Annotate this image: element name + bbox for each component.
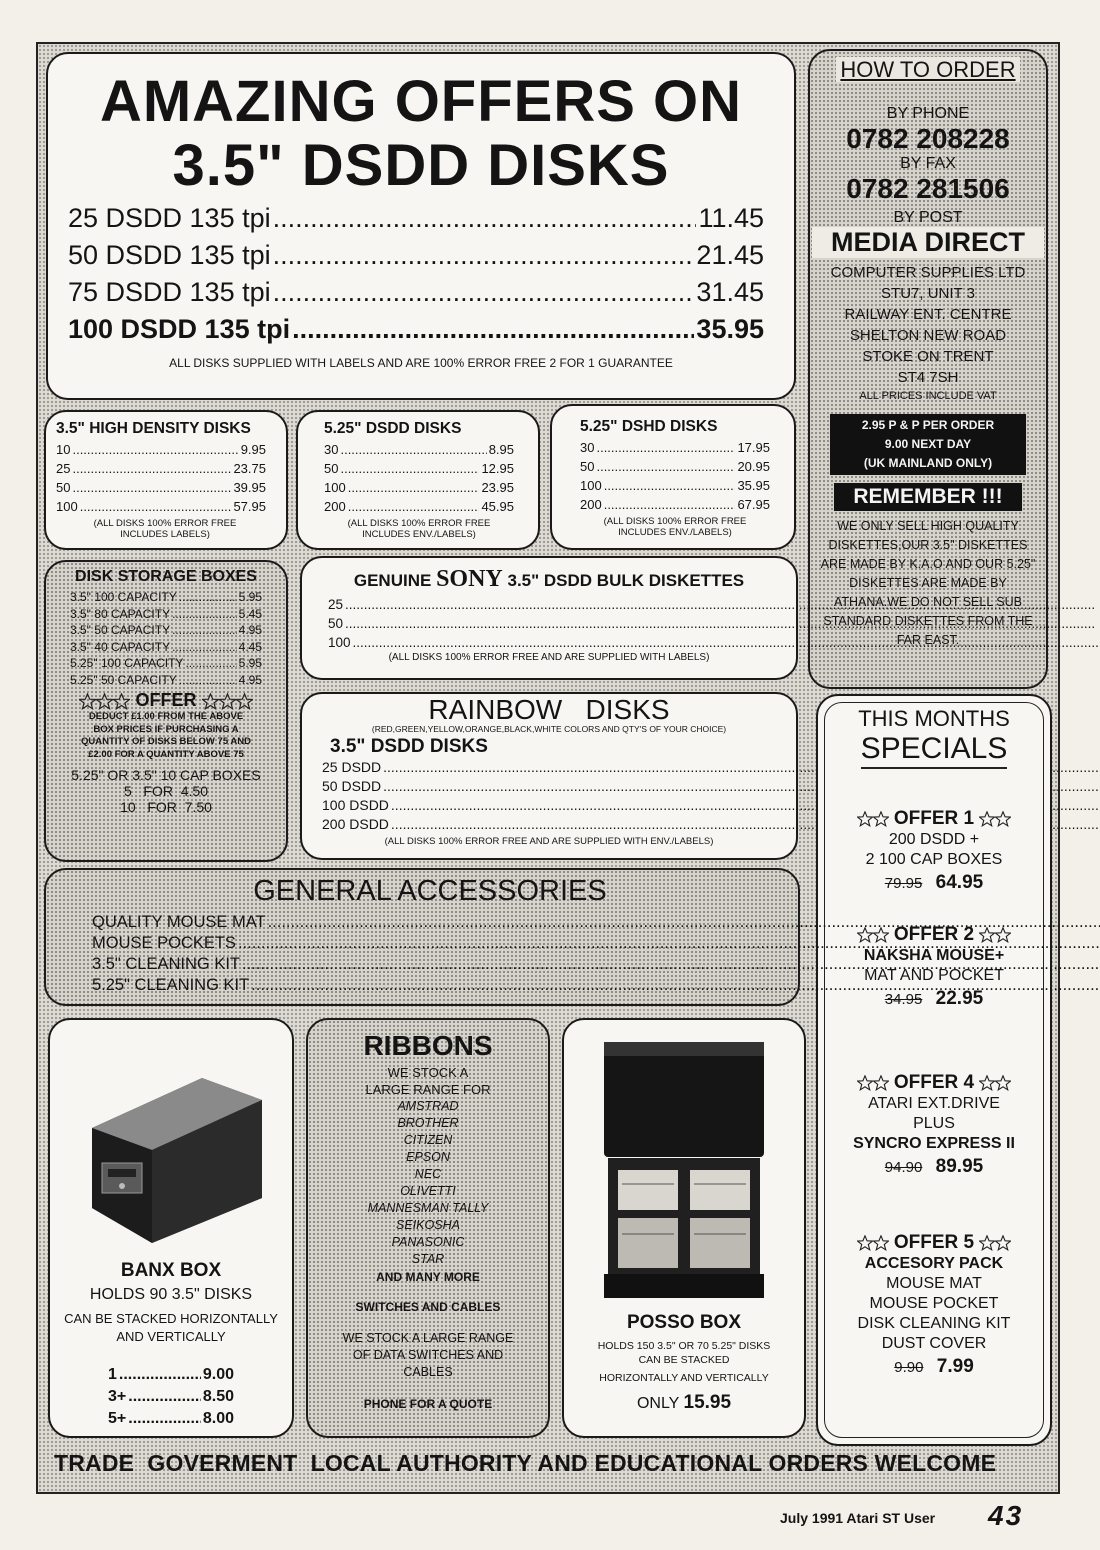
item-price: 4.95 bbox=[238, 672, 262, 687]
dot-leader bbox=[340, 440, 486, 459]
item-label: 3.5" CLEANING KIT bbox=[92, 955, 240, 973]
banx-price-list bbox=[108, 1364, 234, 1430]
vat-note: ALL PRICES INCLUDE VAT bbox=[859, 390, 997, 402]
posso-box-image bbox=[594, 1034, 774, 1304]
item-label: 50 bbox=[580, 459, 595, 474]
item-price: 11.45 bbox=[698, 203, 764, 233]
price-row bbox=[580, 495, 770, 514]
dot-leader bbox=[72, 478, 231, 497]
special-offer-line: MOUSE POCKET bbox=[869, 1295, 999, 1312]
item-price: 8.50 bbox=[202, 1388, 234, 1405]
ribbon-brand: OLIVETTI bbox=[400, 1184, 456, 1198]
rainbow-box bbox=[300, 692, 798, 860]
item-label: 100 DSDD 135 tpi bbox=[68, 314, 291, 344]
main-price-list bbox=[68, 200, 764, 348]
price-row bbox=[56, 478, 266, 497]
by-phone-label: BY PHONE bbox=[886, 105, 970, 122]
item-label: 100 bbox=[56, 499, 78, 514]
postage-line: 9.00 NEXT DAY bbox=[884, 437, 972, 451]
banx-sub: CAN BE STACKED HORIZONTALLY AND VERTICALLY bbox=[64, 1311, 278, 1344]
dot-leader bbox=[128, 1408, 201, 1430]
dot-leader bbox=[292, 311, 694, 348]
dot-leader bbox=[596, 457, 735, 476]
price-row bbox=[92, 954, 1100, 975]
posso-desc-2: CAN BE STACKED bbox=[638, 1354, 730, 1366]
posso-box bbox=[562, 1018, 806, 1438]
main-note: ALL DISKS SUPPLIED WITH LABELS AND ARE 100% ERROR FREE 2 FOR 1 GUARANTEE bbox=[169, 356, 673, 370]
item-label: 50 DSDD bbox=[322, 778, 382, 794]
item-label: 50 bbox=[328, 616, 344, 631]
new-price: 89.95 bbox=[935, 1156, 984, 1177]
item-label: 3+ bbox=[108, 1388, 127, 1405]
price-row bbox=[328, 633, 1100, 652]
ribbons-more: AND MANY MORE bbox=[376, 1270, 480, 1284]
dot-leader bbox=[273, 237, 695, 274]
price-row bbox=[324, 478, 514, 497]
item-label: 3.5" 50 CAPACITY bbox=[70, 623, 171, 637]
ribbons-title: RIBBONS bbox=[363, 1030, 493, 1061]
special-offer-line: DUST COVER bbox=[881, 1335, 987, 1352]
remember-banner: REMEMBER !!! bbox=[834, 483, 1022, 511]
dot-leader bbox=[179, 589, 237, 606]
dot-leader bbox=[353, 633, 1100, 652]
price-row bbox=[56, 497, 266, 516]
cap-boxes-5: 5 FOR 4.50 bbox=[123, 783, 209, 799]
star-icon bbox=[219, 693, 236, 710]
item-price: 5.95 bbox=[238, 590, 262, 604]
rainbow-note: (ALL DISKS 100% ERROR FREE AND ARE SUPPLIED WITH ENV./LABELS) bbox=[384, 836, 714, 847]
item-price: 67.95 bbox=[737, 497, 770, 512]
phone-number[interactable]: 0782 208228 bbox=[846, 123, 1010, 154]
item-label: 100 bbox=[328, 635, 351, 650]
price-row bbox=[324, 440, 514, 459]
star-icon bbox=[202, 693, 219, 710]
storage-title: DISK STORAGE BOXES bbox=[75, 568, 257, 585]
sony-box bbox=[300, 556, 798, 680]
item-price: 23.75 bbox=[233, 461, 266, 476]
ribbon-brand: BROTHER bbox=[397, 1116, 459, 1130]
item-label: 50 bbox=[56, 480, 71, 495]
ribbon-brand: EPSON bbox=[406, 1150, 450, 1164]
item-label: 200 DSDD bbox=[322, 816, 389, 832]
switches-text-line: OF DATA SWITCHES AND bbox=[352, 1348, 504, 1362]
item-price: 5.45 bbox=[238, 606, 262, 621]
price-row bbox=[56, 459, 266, 478]
dot-leader bbox=[273, 274, 695, 311]
item-price: 8.00 bbox=[202, 1410, 234, 1427]
dot-leader bbox=[242, 954, 1100, 975]
postage-line: 2.95 P & P PER ORDER bbox=[861, 418, 995, 432]
item-label: 50 bbox=[324, 461, 339, 476]
item-price: 9.95 bbox=[240, 442, 266, 457]
address-line: STOKE ON TRENT bbox=[862, 348, 994, 365]
special-offer-title: OFFER 4 bbox=[818, 1072, 1050, 1094]
item-label: 30 bbox=[580, 440, 595, 455]
storage-box bbox=[44, 560, 288, 862]
item-label: 75 DSDD 135 tpi bbox=[68, 277, 271, 307]
switches-text-line: WE STOCK A LARGE RANGE bbox=[342, 1331, 514, 1345]
storage-offer-text: DEDUCT £1.00 FROM THE ABOVE BOX PRICES IF PURCHASING A QUANTITY OF DISKS BELOW 75 AND £2.00 FOR A QUANTITY ABOVE 75 bbox=[81, 711, 251, 760]
price-row bbox=[108, 1386, 234, 1408]
old-price: 94.90 bbox=[884, 1159, 923, 1176]
trade-banner: TRADE GOVERMENT LOCAL AUTHORITY AND EDUCATIONAL ORDERS WELCOME bbox=[54, 1450, 997, 1476]
how-to-order-box bbox=[808, 49, 1048, 689]
ribbon-brand: CITIZEN bbox=[403, 1133, 453, 1147]
sony-note: (ALL DISKS 100% ERROR FREE AND ARE SUPPLIED WITH LABELS) bbox=[388, 652, 710, 663]
item-price: 45.95 bbox=[481, 499, 514, 514]
item-price: 12.95 bbox=[481, 461, 514, 476]
item-label: 5.25" 50 CAPACITY bbox=[70, 672, 177, 687]
item-price: 4.95 bbox=[238, 623, 262, 637]
item-label: MOUSE POCKETS bbox=[92, 934, 236, 952]
dot-leader bbox=[596, 438, 735, 457]
dot-leader bbox=[345, 595, 1100, 614]
dot-leader bbox=[268, 912, 1100, 933]
item-price: 5.95 bbox=[238, 656, 262, 670]
special-offer-line: MAT AND POCKET bbox=[864, 967, 1004, 984]
special-offer-line: 200 DSDD + bbox=[888, 831, 980, 848]
sony-title: GENUINE SONY 3.5" DSDD BULK DISKETTES bbox=[353, 566, 745, 592]
dot-leader bbox=[345, 614, 1100, 633]
phone-quote: PHONE FOR A QUOTE bbox=[363, 1397, 493, 1411]
rainbow-title: RAINBOW DISKS bbox=[428, 694, 670, 725]
specials-box bbox=[816, 694, 1052, 1446]
company-name: MEDIA DIRECT bbox=[812, 227, 1044, 258]
special-offer-line: NAKSHA MOUSE+ bbox=[863, 947, 1005, 964]
address-line: COMPUTER SUPPLIES LTD bbox=[830, 264, 1026, 281]
address-line: RAILWAY ENT. CENTRE bbox=[844, 306, 1012, 323]
item-label: 100 bbox=[580, 478, 602, 493]
ribbons-brand-list bbox=[308, 1098, 548, 1268]
new-price: 7.99 bbox=[936, 1356, 974, 1377]
special-offer-line: 2 100 CAP BOXES bbox=[865, 851, 1003, 868]
dot-leader bbox=[72, 459, 231, 478]
special-offer-line: SYNCRO EXPRESS II bbox=[853, 1135, 1015, 1152]
main-title-line1: AMAZING OFFERS ON bbox=[99, 69, 743, 134]
item-label: 5.25" CLEANING KIT bbox=[92, 976, 250, 994]
dsdd525-title: 5.25" DSDD DISKS bbox=[324, 420, 462, 437]
specials-title-1: THIS MONTHS bbox=[858, 706, 1010, 731]
dot-leader bbox=[172, 639, 237, 656]
item-price: 20.95 bbox=[737, 459, 770, 474]
dot-leader bbox=[273, 200, 697, 237]
price-row bbox=[70, 655, 262, 672]
switches-text-line: CABLES bbox=[403, 1365, 453, 1379]
ribbon-brand: MANNESMAN TALLY bbox=[367, 1201, 489, 1215]
special-offer-title: OFFER 5 bbox=[818, 1232, 1050, 1254]
storage-price-list bbox=[60, 589, 272, 688]
new-price: 22.95 bbox=[935, 988, 984, 1009]
item-label: 100 bbox=[324, 480, 346, 495]
dot-leader bbox=[348, 478, 480, 497]
dot-leader bbox=[72, 440, 238, 459]
ribbons-intro-line: WE STOCK A bbox=[387, 1065, 469, 1080]
item-label: 100 DSDD bbox=[322, 797, 389, 813]
dsdd525-price-list bbox=[324, 440, 514, 516]
ribbons-intro-line: LARGE RANGE FOR bbox=[365, 1082, 491, 1097]
dsdd525-box bbox=[296, 410, 540, 550]
dshd525-note: (ALL DISKS 100% ERROR FREE INCLUDES ENV./LABELS) bbox=[603, 516, 747, 538]
item-label: QUALITY MOUSE MAT bbox=[92, 913, 266, 931]
switches-title: SWITCHES AND CABLES bbox=[355, 1300, 501, 1314]
item-price: 39.95 bbox=[233, 480, 266, 495]
sony-brand: SONY bbox=[436, 566, 503, 592]
price-row bbox=[70, 589, 262, 606]
dshd525-title: 5.25" DSHD DISKS bbox=[580, 418, 718, 435]
star-icon bbox=[79, 693, 96, 710]
old-price: 9.90 bbox=[894, 1359, 924, 1376]
price-row bbox=[324, 459, 514, 478]
ribbons-intro bbox=[308, 1064, 548, 1098]
hd-price-list bbox=[56, 440, 274, 516]
item-price: 23.95 bbox=[481, 480, 514, 495]
dot-leader bbox=[238, 933, 1100, 954]
price-row bbox=[580, 438, 770, 457]
dot-leader bbox=[340, 459, 479, 478]
ribbons-box bbox=[306, 1018, 550, 1438]
price-row bbox=[68, 311, 764, 348]
sony-left-list bbox=[328, 595, 1100, 652]
price-row bbox=[92, 912, 1100, 933]
main-title-line2: 3.5" DSDD DISKS bbox=[172, 133, 670, 198]
price-row bbox=[580, 457, 770, 476]
item-label: 3.5" 80 CAPACITY bbox=[70, 606, 171, 621]
item-label: 1 bbox=[108, 1366, 117, 1383]
item-price: 35.95 bbox=[696, 314, 764, 344]
price-row bbox=[56, 440, 266, 459]
rainbow-35-title: 3.5" DSDD DISKS bbox=[330, 736, 488, 757]
address-line: ST4 7SH bbox=[897, 369, 959, 386]
price-row bbox=[68, 200, 764, 237]
old-price: 79.95 bbox=[884, 875, 923, 892]
special-offer-line: ATARI EXT.DRIVE bbox=[868, 1095, 1000, 1112]
item-label: 30 bbox=[324, 442, 339, 457]
cap-boxes-label: 5.25" OR 3.5" 10 CAP BOXES bbox=[71, 767, 261, 783]
ribbon-brand: SEIKOSHA bbox=[396, 1218, 460, 1232]
accessories-title: GENERAL ACCESSORIES bbox=[253, 875, 607, 907]
dsdd525-note: (ALL DISKS 100% ERROR FREE INCLUDES ENV./LABELS) bbox=[347, 518, 491, 540]
special-offer-line: MOUSE MAT bbox=[886, 1275, 982, 1292]
price-row bbox=[92, 975, 1100, 996]
price-row bbox=[70, 622, 262, 639]
dot-leader bbox=[119, 1364, 201, 1386]
dot-leader bbox=[251, 975, 1100, 996]
item-label: 25 DSDD 135 tpi bbox=[68, 203, 271, 233]
address-block bbox=[810, 262, 1046, 388]
item-label: 25 bbox=[56, 461, 71, 476]
special-offer-title: OFFER 2 bbox=[818, 924, 1050, 946]
accessories-left-list bbox=[92, 912, 1100, 996]
price-row bbox=[328, 614, 1100, 633]
price-row bbox=[70, 606, 262, 623]
by-post-label: BY POST bbox=[893, 209, 963, 226]
new-price: 64.95 bbox=[935, 872, 984, 893]
item-price: 57.95 bbox=[233, 499, 266, 514]
price-row bbox=[580, 476, 770, 495]
ribbon-brand: NEC bbox=[414, 1167, 442, 1181]
fax-number: 0782 281506 bbox=[846, 173, 1010, 204]
dot-leader bbox=[604, 495, 736, 514]
posso-desc-1: HOLDS 150 3.5" OR 70 5.25" DISKS bbox=[597, 1340, 771, 1352]
rainbow-colors: (RED,GREEN,YELLOW,ORANGE,BLACK,WHITE COLORS AND QTY'S OF YOUR CHOICE) bbox=[371, 724, 727, 734]
special-offer-line: DISK CLEANING KIT bbox=[857, 1315, 1011, 1332]
main-offer-box bbox=[46, 52, 796, 400]
page-number: 43 bbox=[988, 1500, 1024, 1531]
hd-disks-box bbox=[44, 410, 288, 550]
ribbon-brand: STAR bbox=[411, 1252, 445, 1266]
posso-desc-3: HORIZONTALLY AND VERTICALLY bbox=[599, 1372, 769, 1384]
by-fax-label: BY FAX bbox=[900, 155, 956, 172]
price-row bbox=[68, 274, 764, 311]
dot-leader bbox=[185, 655, 236, 672]
item-label: 3.5" 40 CAPACITY bbox=[70, 639, 171, 654]
star-icon bbox=[236, 693, 253, 710]
item-label: 200 bbox=[324, 499, 346, 514]
star-icon bbox=[96, 693, 113, 710]
price-row bbox=[70, 672, 262, 689]
price-row bbox=[92, 933, 1100, 954]
item-price: 17.95 bbox=[737, 440, 770, 455]
price-row bbox=[108, 1364, 234, 1386]
hd-disks-title: 3.5" HIGH DENSITY DISKS bbox=[56, 420, 251, 437]
dot-leader bbox=[179, 672, 237, 689]
price-row bbox=[70, 639, 262, 656]
dot-leader bbox=[172, 622, 237, 639]
item-label: 5.25" 100 CAPACITY bbox=[70, 656, 184, 670]
cap-boxes-10: 10 FOR 7.50 bbox=[120, 799, 212, 815]
posso-name: POSSO BOX bbox=[626, 1312, 742, 1333]
dot-leader bbox=[172, 606, 237, 623]
dshd525-box bbox=[550, 404, 796, 550]
item-label: 25 bbox=[328, 597, 344, 612]
dot-leader bbox=[348, 497, 480, 516]
hd-note: (ALL DISKS 100% ERROR FREE INCLUDES LABELS) bbox=[93, 518, 237, 540]
star-icon bbox=[113, 693, 130, 710]
price-row bbox=[68, 237, 764, 274]
advert-frame bbox=[36, 42, 1060, 1494]
special-offer-title: OFFER 1 bbox=[818, 808, 1050, 830]
quality-text: WE ONLY SELL HIGH QUALITY DISKETTES,OUR 3.5" DISKETTES ARE MADE BY K.A.O AND OUR 5.25" DISKETTES ARE MADE BY ATHANA.WE DO NOT SELL SUB STANDARD DISKETTES FROM THE FAR EAST. bbox=[820, 519, 1036, 647]
specials-title-2: SPECIALS bbox=[818, 732, 1050, 766]
accessories-box bbox=[44, 868, 800, 1006]
banx-name: BANX BOX bbox=[120, 1260, 222, 1281]
banx-box-image bbox=[72, 1038, 272, 1248]
dot-leader bbox=[604, 476, 736, 495]
special-offer-line: ACCESORY PACK bbox=[864, 1255, 1004, 1272]
price-row bbox=[108, 1408, 234, 1430]
item-price: 9.00 bbox=[202, 1366, 234, 1383]
address-line: STU7, UNIT 3 bbox=[881, 285, 975, 302]
posso-price: ONLY 15.95 bbox=[636, 1392, 732, 1413]
item-price: 31.45 bbox=[696, 277, 764, 307]
how-to-order-heading: HOW TO ORDER bbox=[836, 57, 1019, 82]
banx-box bbox=[48, 1018, 294, 1438]
price-row bbox=[324, 497, 514, 516]
storage-offer-title: OFFER bbox=[60, 690, 272, 711]
postage-block bbox=[830, 414, 1026, 475]
item-label: 200 bbox=[580, 497, 602, 512]
special-offer-line: PLUS bbox=[913, 1115, 955, 1132]
price-row bbox=[328, 595, 1100, 614]
ribbon-brand: AMSTRAD bbox=[397, 1099, 459, 1113]
banx-desc: HOLDS 90 3.5" DISKS bbox=[89, 1286, 253, 1303]
item-price: 8.95 bbox=[488, 442, 514, 457]
dot-leader bbox=[80, 497, 232, 516]
item-price: 21.45 bbox=[696, 240, 764, 270]
switches-text bbox=[308, 1330, 548, 1381]
item-label: 3.5" 100 CAPACITY bbox=[70, 590, 177, 604]
old-price: 34.95 bbox=[884, 991, 923, 1008]
dshd525-price-list bbox=[580, 438, 770, 514]
ribbon-brand: PANASONIC bbox=[391, 1235, 465, 1249]
item-label: 25 DSDD bbox=[322, 759, 382, 775]
address-line: SHELTON NEW ROAD bbox=[849, 327, 1007, 344]
item-label: 5+ bbox=[108, 1410, 127, 1427]
dot-leader bbox=[128, 1386, 201, 1408]
footer-issue: July 1991 Atari ST User bbox=[780, 1510, 936, 1526]
item-price: 4.45 bbox=[238, 639, 262, 654]
item-label: 10 bbox=[56, 442, 71, 457]
postage-line: (UK MAINLAND ONLY) bbox=[863, 456, 993, 470]
item-price: 35.95 bbox=[737, 478, 770, 493]
item-label: 50 DSDD 135 tpi bbox=[68, 240, 271, 270]
